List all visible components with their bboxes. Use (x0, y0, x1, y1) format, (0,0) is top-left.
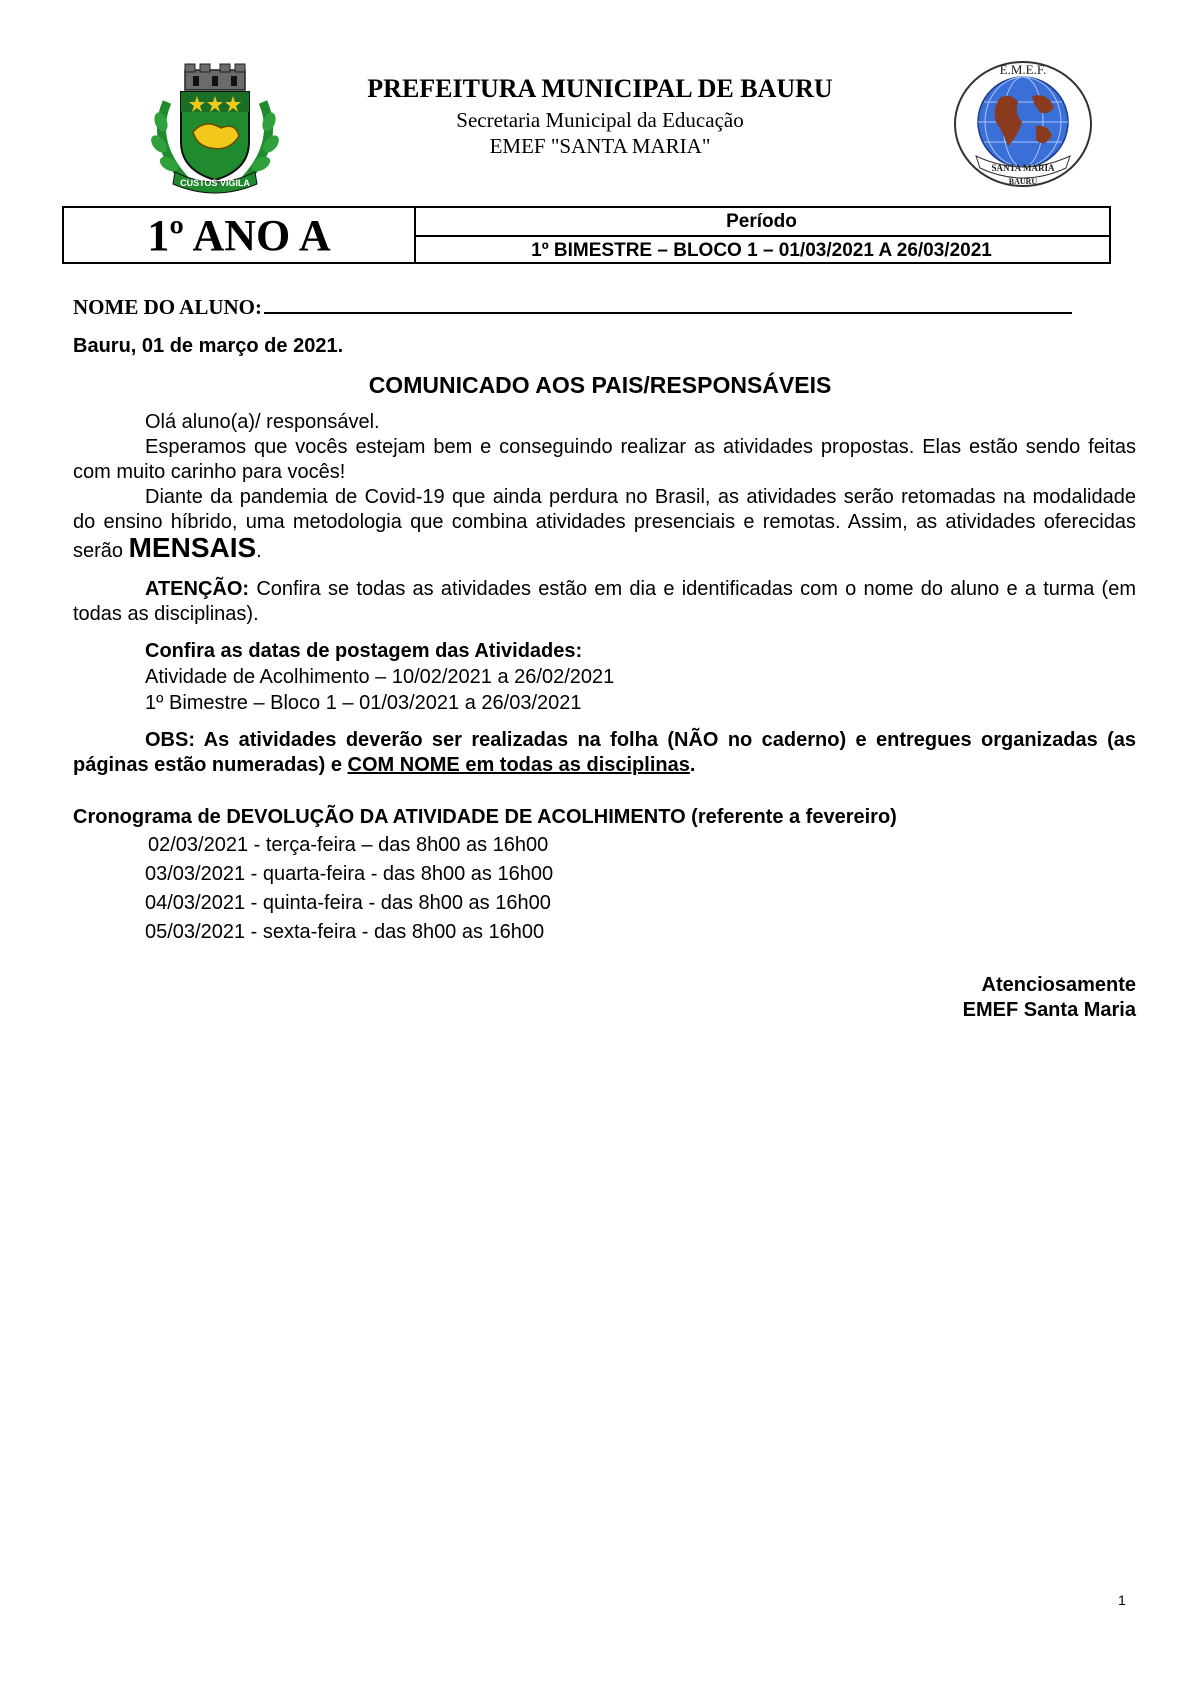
schedule-item: 03/03/2021 - quarta-feira - das 8h00 as 16h00 (145, 863, 554, 885)
schedule-item: 05/03/2021 - sexta-feira - das 8h00 as 16h00 (145, 921, 545, 943)
paragraph-wellbeing: Esperamos que vocês estejam bem e conseguindo realizar as atividades propostas. Elas estão sendo feitas com muito carinho para vocês! (73, 436, 1136, 483)
notice-heading: COMUNICADO AOS PAIS/RESPONSÁVEIS (368, 372, 832, 398)
attention-text: Confira se todas as atividades estão em dia e identificadas com o nome do aluno e a turma (em todas as disciplinas). (73, 578, 1136, 625)
department-subtitle: Secretaria Municipal da Educação (456, 108, 744, 132)
attention-label: ATENÇÃO: (145, 578, 250, 600)
schedule-item: 04/03/2021 - quinta-feira - das 8h00 as 16h00 (145, 892, 551, 914)
grade-period-box (62, 206, 1111, 264)
obs-paragraph (73, 728, 1136, 778)
paragraph-hybrid-text: Diante da pandemia de Covid-19 que ainda perdura no Brasil, as atividades serão retomadas na modalidade do ensino híbrido, uma metodologia que combina atividades presenciais e remotas. Assim, as atividades oferecidas serão (73, 486, 1136, 562)
dates-heading: Confira as datas de postagem das Atividades: (145, 640, 583, 662)
paragraph-hybrid (73, 485, 1136, 564)
crest-motto: CUSTOS VIGILA (180, 178, 250, 188)
signature: EMEF Santa Maria (962, 999, 1136, 1021)
date-item: 1º Bimestre – Bloco 1 – 01/03/2021 a 26/03/2021 (145, 692, 582, 714)
period-value: 1º BIMESTRE – BLOCO 1 – 01/03/2021 A 26/03/2021 (531, 240, 992, 261)
obs-end: . (689, 754, 696, 776)
date-line: Bauru, 01 de março de 2021. (73, 335, 344, 357)
attention-paragraph (73, 577, 1136, 627)
period-cell (414, 208, 1109, 262)
schedule-item: 02/03/2021 - terça-feira – das 8h00 as 16h00 (148, 834, 549, 856)
paragraph-hybrid-end: . (256, 540, 262, 562)
closing: Atenciosamente (981, 974, 1136, 996)
emef-logo-top-text: E.M.E.F. (999, 62, 1047, 77)
obs-text: As atividades deverão ser realizadas na folha (NÃO no caderno) e entregues organizadas (as páginas estão numeradas) e (73, 729, 1136, 776)
emef-logo-city-text: BAURU (1008, 177, 1038, 186)
student-name-field (73, 294, 1072, 320)
municipality-title: PREFEITURA MUNICIPAL DE BAURU (367, 74, 833, 103)
page-number: 1 (1118, 1592, 1126, 1608)
date-item: Atividade de Acolhimento – 10/02/2021 a 26/02/2021 (145, 666, 615, 688)
student-name-label: NOME DO ALUNO: (73, 295, 262, 319)
period-label: Período (414, 208, 1109, 237)
emef-logo-bottom-text: SANTA MARIA (991, 163, 1055, 173)
schedule-heading: Cronograma de DEVOLUÇÃO DA ATIVIDADE DE ACOLHIMENTO (referente a fevereiro) (73, 806, 897, 828)
school-name: EMEF "SANTA MARIA" (489, 134, 711, 158)
greeting: Olá aluno(a)/ responsável. (145, 411, 380, 433)
obs-label: OBS: (145, 729, 195, 751)
monthly-emphasis: MENSAIS (128, 532, 257, 563)
obs-underlined: COM NOME em todas as disciplinas (347, 754, 690, 776)
grade-label: 1º ANO A (64, 208, 416, 262)
student-name-blank-line (264, 294, 1072, 314)
